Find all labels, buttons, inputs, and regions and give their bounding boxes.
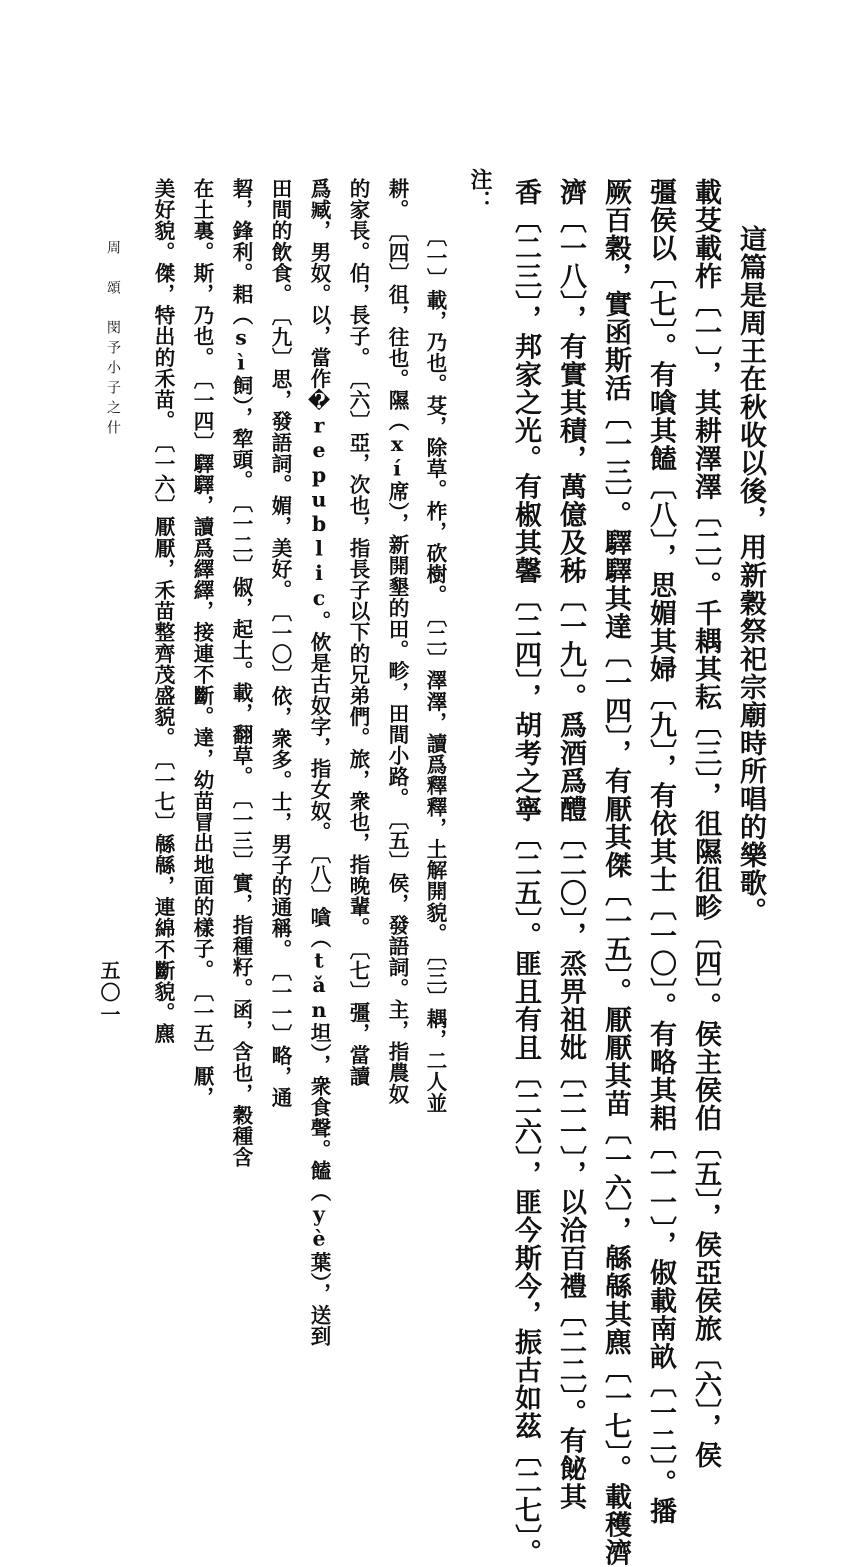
poem-line-5: 香〔二三〕，邦家之光。有椒其馨〔二四〕，胡考之寧〔二五〕。匪且有且〔二六〕，匪今斯今，振古如茲〔二七〕。 (510, 178, 541, 1567)
note-line-8: 美好貌。傑，特出的禾苗。 〔一六〕厭厭，禾苗整齊茂盛貌。 〔一七〕緜緜，連綿不斷貌。麃 (151, 178, 175, 1045)
note-line-2: 耕。 〔四〕徂，往也。隰（xí席），新開墾的田。畛，田間小路。 〔五〕侯，發語詞。主，指農奴 (385, 178, 409, 1105)
note-line-7: 在土裏。斯，乃也。 〔一四〕驛驛，讀爲繹繹，接連不斷。達，幼苗冒出地面的樣子。 〔一五〕厭， (190, 178, 214, 1108)
note-line-3: 的家長。伯，長子。 〔六〕亞，次也，指長子以下的兄弟們。旅，衆也，指晚輩。 〔七〕彊，當讀 (346, 178, 370, 1087)
running-footer: 周 頌 閔予小子之什 (105, 240, 121, 440)
note-line-4: 爲臧，男奴。以，當作�republic。佽是古奴字，指女奴。 〔八〕嗿（tǎn坦），衆食聲。饁（yè葉），送到 (307, 178, 331, 1347)
poem-line-2: 彊侯以〔七〕。有嗿其饁〔八〕，思媚其婦〔九〕，有依其士〔一〇〕。有略其耜〔一一〕，俶載南畝〔一二〕。播 (645, 178, 676, 1525)
poem-line-1: 載芟載柞〔一〕，其耕澤澤〔二〕。千耦其耘〔三〕，徂隰徂畛〔四〕。侯主侯伯〔五〕，侯亞侯旅〔六〕，侯 (690, 178, 721, 1469)
note-line-1: 〔一〕載，乃也。芟，除草。柞，砍樹。 〔二〕澤澤，讀爲釋釋，土解開貌。 〔三〕耦，二人並 (423, 226, 447, 1114)
page-number: 五〇一 (97, 960, 121, 1026)
intro-line: 這篇是周王在秋收以後，用新穀祭祀宗廟時所唱的樂歌。 (735, 225, 766, 925)
notes-heading: 注： (467, 168, 493, 212)
poem-line-4: 濟〔一八〕，有實其積，萬億及秭〔一九〕。爲酒爲醴〔二〇〕，烝畀祖妣〔二一〕，以洽百禮〔二二〕。有飶其 (555, 178, 586, 1511)
note-line-5: 田間的飲食。 〔九〕思，發語詞。媚，美好。 〔一〇〕依，衆多。士，男子的通稱。 〔一一〕略，通 (268, 178, 292, 1109)
poem-line-3: 厥百穀，實函斯活〔一三〕。驛驛其達〔一四〕，有厭其傑〔一五〕。厭厭其苗〔一六〕，緜緜其麃〔一七〕。載穫濟 (600, 178, 631, 1567)
note-line-6: 䂮，鋒利。耜（sì飼），犂頭。 〔一二〕俶，起土。載，翻草。 〔一三〕實，指種籽。函，含也，穀種含 (229, 178, 253, 1168)
